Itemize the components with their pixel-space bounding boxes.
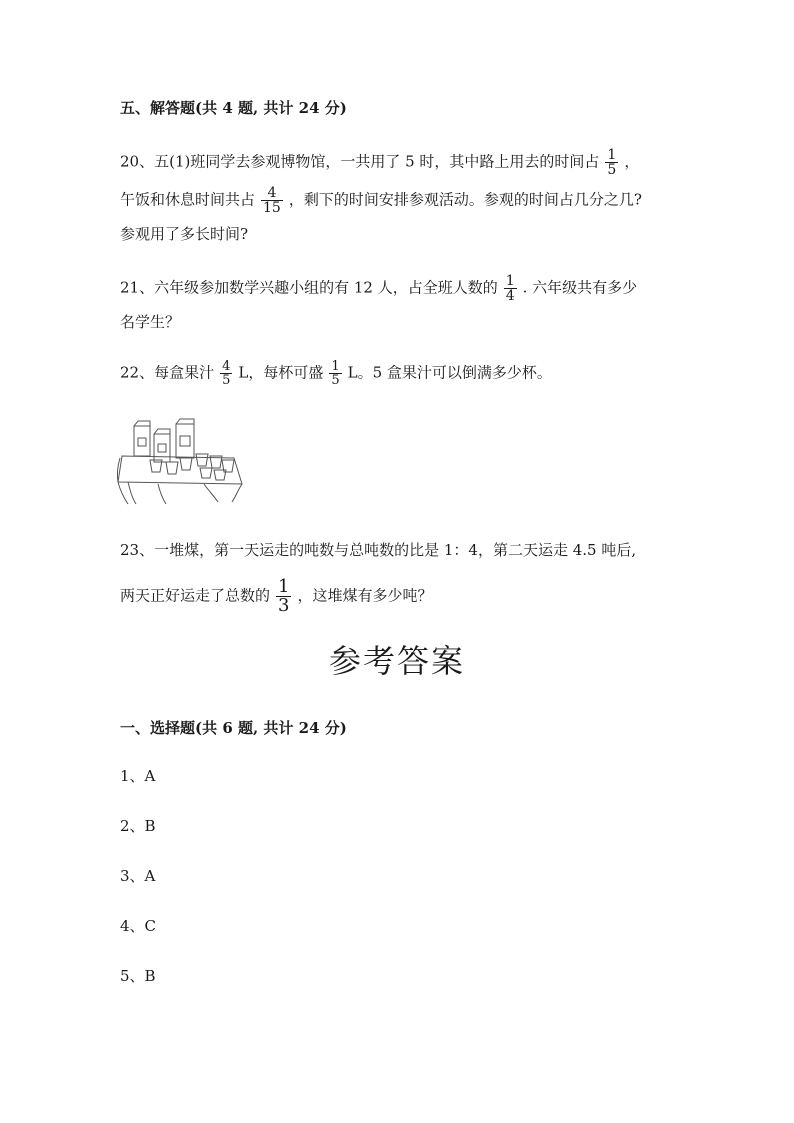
fraction-numerator: 1 xyxy=(607,147,617,163)
question-22-text-a: 22、每盒果汁 xyxy=(120,363,215,382)
fraction-numerator: 1 xyxy=(331,359,340,374)
question-20-tail-1: ， xyxy=(624,152,640,171)
juice-boxes-and-cups-table-illustration xyxy=(114,418,246,506)
fraction-four-fifths xyxy=(220,360,232,387)
fraction-one-third xyxy=(276,578,291,615)
question-22-text-c: L。5 盒果汁可以倒满多少杯。 xyxy=(347,363,552,382)
answer-item-5: 5、B xyxy=(120,967,156,985)
question-23-text-2: 两天正好运走了总数的 xyxy=(120,586,271,605)
fraction-denominator: 5 xyxy=(331,373,340,388)
question-21-line-2: 名学生？ xyxy=(120,313,181,331)
fraction-denominator: 5 xyxy=(222,373,231,388)
fraction-four-fifteenths xyxy=(261,186,283,215)
question-20-text-1: 20、五(1)班同学去参观博物馆，一共用了 5 时，其中路上用去的时间占 xyxy=(120,152,600,171)
fraction-denominator: 5 xyxy=(607,162,617,178)
question-20-line-2 xyxy=(120,186,642,215)
answer-item-1: 1、A xyxy=(120,767,156,785)
question-20-line-1 xyxy=(120,148,639,177)
fraction-numerator: 4 xyxy=(222,359,231,374)
question-20-text-2: 午饭和休息时间共占 xyxy=(120,190,256,209)
question-20-tail-2: ，剩下的时间安排参观活动。参观的时间占几分之几? xyxy=(288,190,642,209)
section-heading-5: 五、解答题(共 4 题, 共计 24 分) xyxy=(120,99,347,117)
fraction-denominator: 4 xyxy=(505,288,515,304)
fraction-denominator: 3 xyxy=(278,595,290,616)
question-21-text-1: 21、六年级参加数学兴趣小组的有 12 人，占全班人数的 xyxy=(120,278,498,297)
fraction-numerator: 1 xyxy=(278,576,290,597)
fraction-one-fifth xyxy=(329,360,341,387)
question-22-line xyxy=(120,360,552,387)
fraction-numerator: 1 xyxy=(505,273,515,289)
answer-item-2: 2、B xyxy=(120,817,156,835)
question-21-line-1 xyxy=(120,274,637,303)
question-23-line-1: 23、一堆煤，第一天运走的吨数与总吨数的比是 1：4，第二天运走 4.5 吨后, xyxy=(120,541,637,559)
fraction-one-fifth xyxy=(605,148,618,177)
question-22-text-b: L，每杯可盛 xyxy=(238,363,324,382)
question-21-tail-1: . 六年级共有多少 xyxy=(522,278,638,297)
fraction-one-quarter xyxy=(504,274,517,303)
fraction-numerator: 4 xyxy=(267,185,277,201)
answers-section-heading-1: 一、选择题(共 6 题, 共计 24 分) xyxy=(120,719,347,737)
question-23-tail-2: ，这堆煤有多少吨？ xyxy=(297,586,433,605)
question-20-line-3: 参观用了多长时间? xyxy=(120,225,249,243)
fraction-denominator: 15 xyxy=(263,200,281,216)
question-23-line-2 xyxy=(120,578,432,615)
answers-title: 参考答案 xyxy=(328,642,465,680)
answer-item-4: 4、C xyxy=(120,917,157,935)
answer-item-3: 3、A xyxy=(120,867,156,885)
